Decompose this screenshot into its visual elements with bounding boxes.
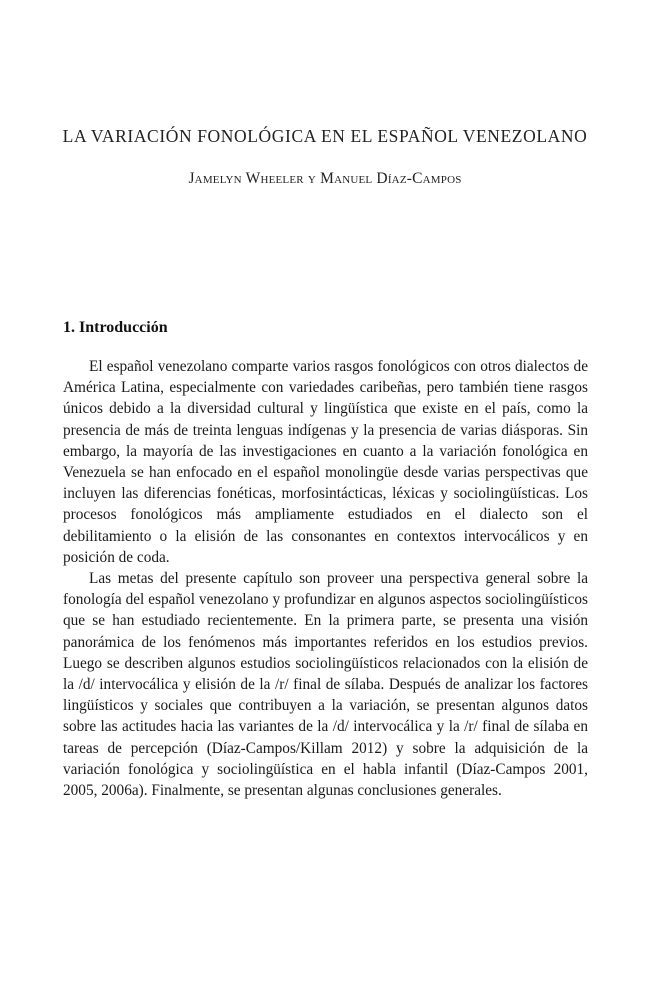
body-paragraph: El español venezolano comparte varios rasgos fonológicos con otros dialectos de América Latina, especialmente con variedades caribeñas, pero también tiene rasgos únicos debido a la diversidad cultural y lingüística que existe en el país, como la presencia de más de treinta lenguas indígenas y la presencia de varias diásporas. Sin embargo, la mayoría de las investigaciones en cuanto a la variación fonológica en Venezuela se han enfocado en el español monolingüe desde varias perspectivas que incluyen las diferencias fonéticas, morfosintácticas, léxicas y sociolingüísticas. Los procesos fonológicos más ampliamente estudiados en el dialecto son el debilitamiento o la elisión de las consonantes en contextos intervocálicos y en posición de coda. (63, 358, 588, 566)
section-heading: 1. Introducción (63, 319, 168, 336)
chapter-authors: Jamelyn Wheeler y Manuel Díaz-Campos (188, 170, 462, 187)
chapter-title: LA VARIACIÓN FONOLÓGICA EN EL ESPAÑOL VENEZOLANO (62, 126, 588, 146)
body-paragraph: Las metas del presente capítulo son proveer una perspectiva general sobre la fonología del español venezolano y profundizar en algunos aspectos sociolingüísticos que se han estudiado recientemente. En la primera parte, se presenta una visión panorámica de los fenómenos más importantes referidos en los estudios previos. Luego se describen algunos estudios sociolingüísticos relacionados con la elisión de la /d/ intervocálica y elisión de la /r/ final de sílaba. Después de analizar los factores lingüísticos y sociales que contribuyen a la variación, se presentan algunos datos sobre las actitudes hacia las variantes de la /d/ intervocálica y la /r/ final de sílaba en tareas de percepción (Díaz-Campos/Killam 2012) y sobre la adquisición de la variación fonológica y sociolingüística en el habla infantil (Díaz-Campos 2001, 2005, 2006a). Finalmente, se presentan algunas conclusiones generales. (63, 570, 588, 800)
section-body (63, 356, 588, 801)
